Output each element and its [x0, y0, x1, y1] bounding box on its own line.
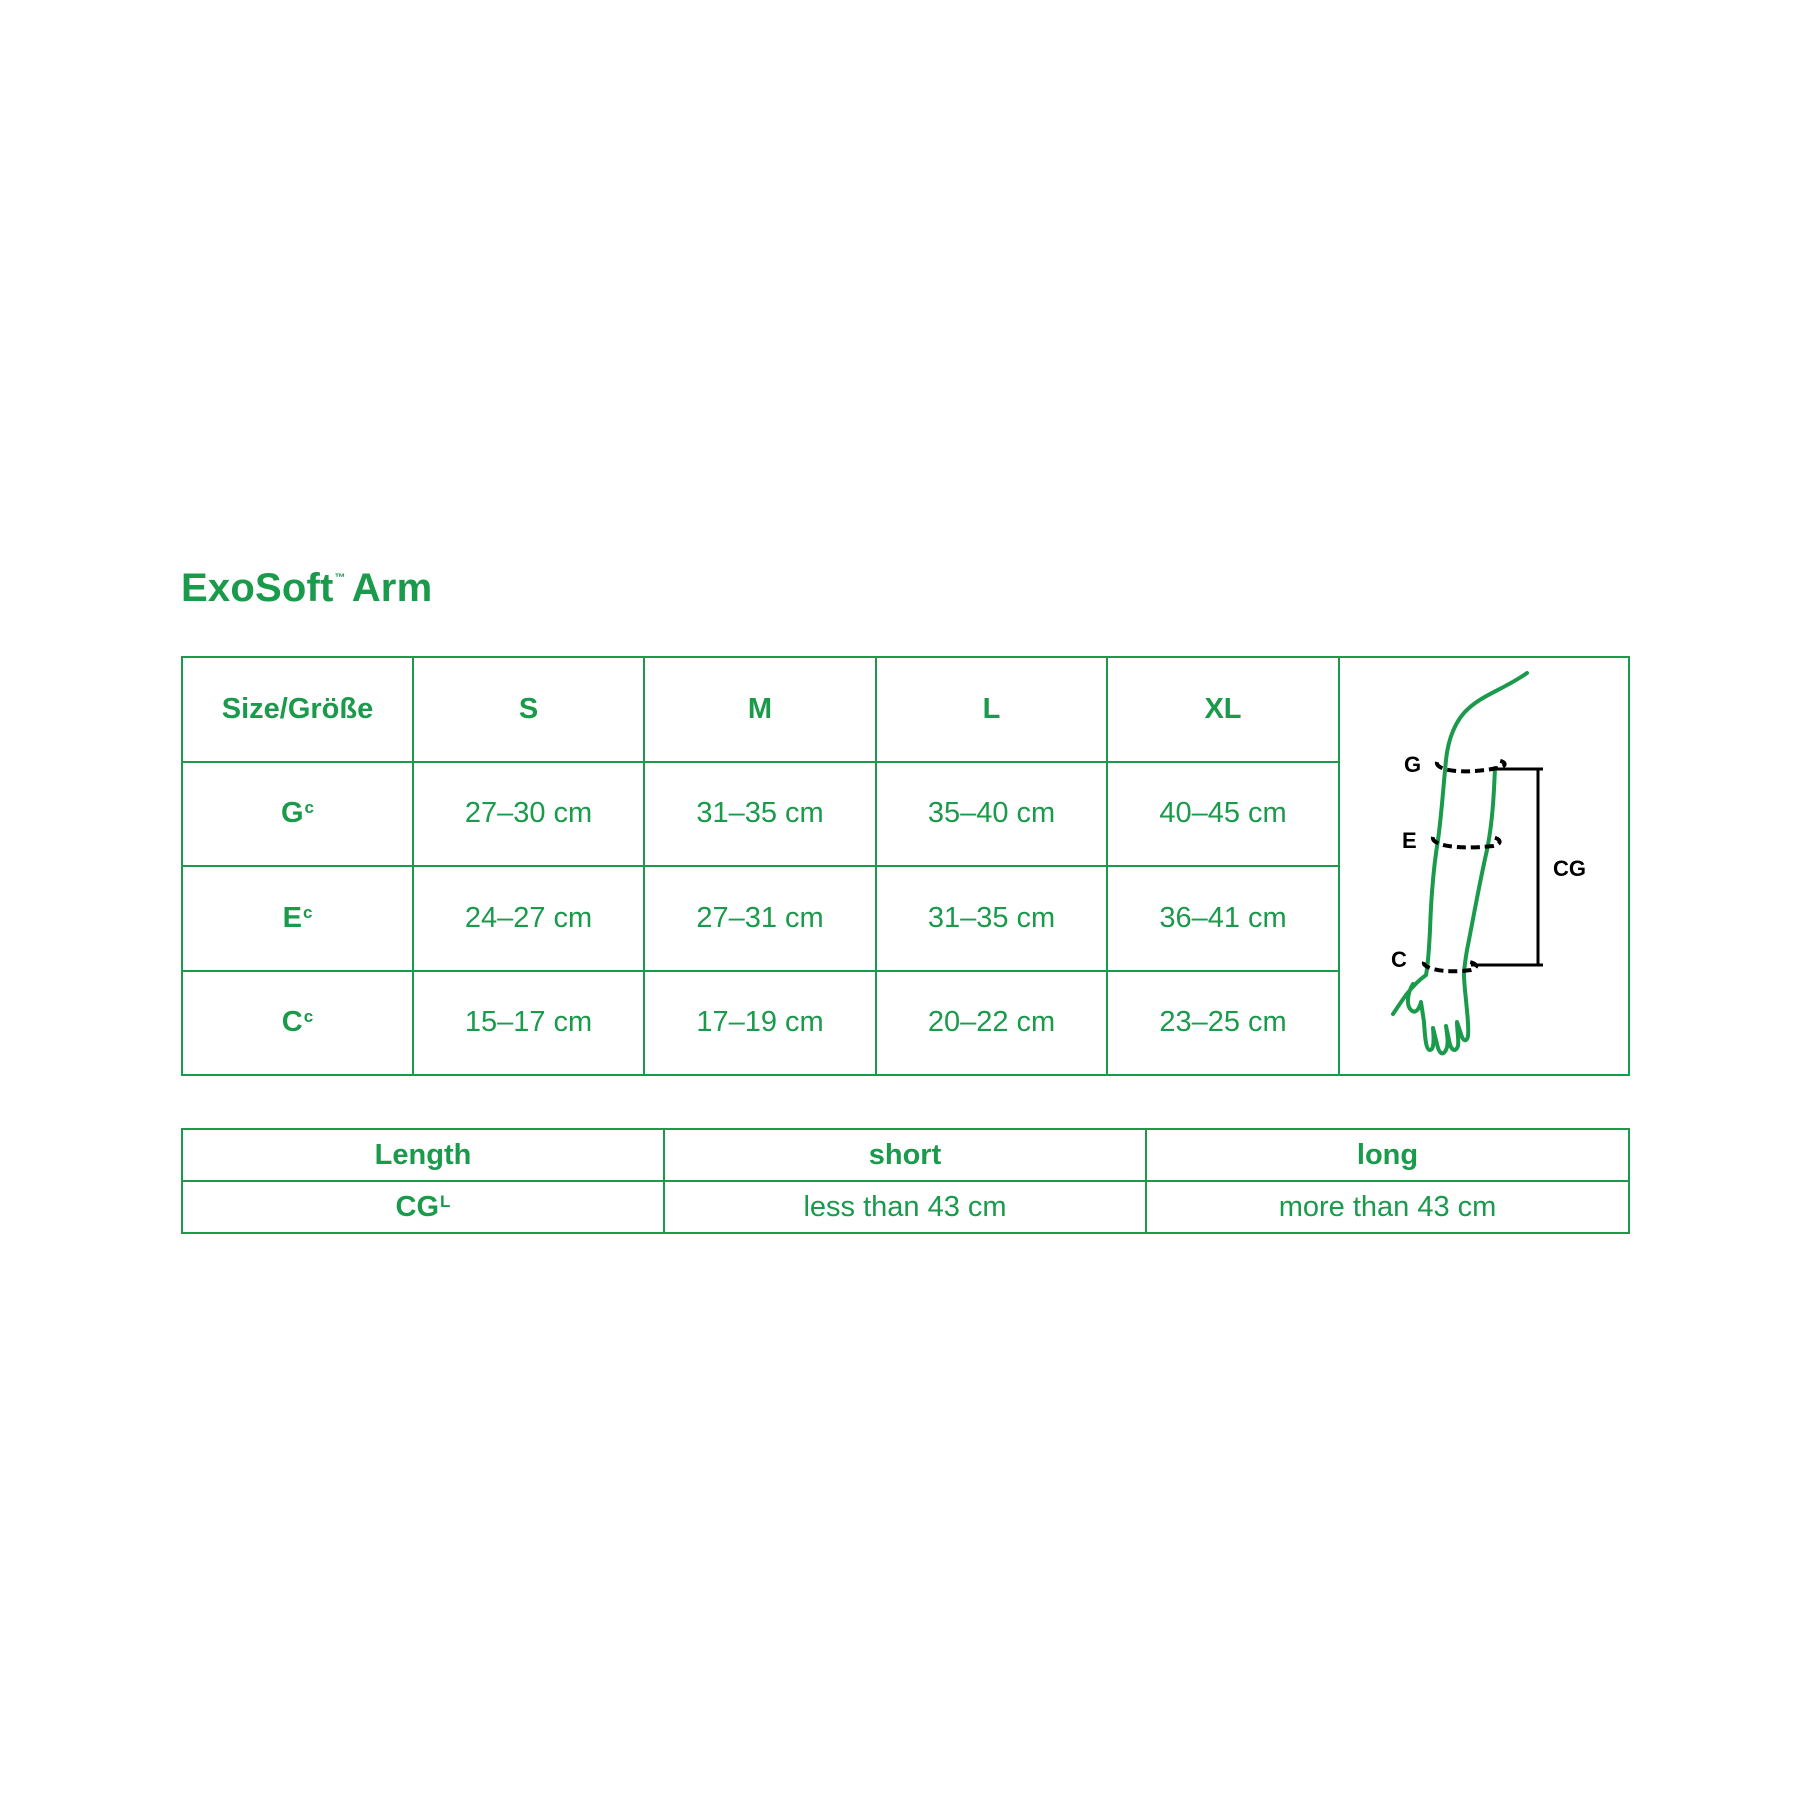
length-row-cg [182, 1181, 1629, 1233]
hand-contour [1393, 975, 1468, 1053]
c-label: C [1391, 947, 1407, 972]
size-header-xl: XL [1107, 657, 1339, 762]
size-header-row [182, 657, 1629, 762]
size-table [181, 656, 1630, 1076]
cell-c-s: 15–17 cm [413, 971, 644, 1076]
cell-g-xl: 40–45 cm [1107, 762, 1339, 867]
g-label: G [1404, 752, 1422, 777]
cell-c-xl: 23–25 cm [1107, 971, 1339, 1076]
cell-c-m: 17–19 cm [644, 971, 876, 1076]
cell-g-m: 31–35 cm [644, 762, 876, 867]
cell-g-l: 35–40 cm [876, 762, 1107, 867]
row-label-c: $C^c$ [182, 971, 413, 1076]
arm-diagram-cell [1339, 657, 1629, 1075]
row-label-g: $G^c$ [182, 762, 413, 867]
arm-outer-contour [1426, 673, 1527, 975]
cell-e-m: 27–31 cm [644, 866, 876, 971]
size-header-l: L [876, 657, 1107, 762]
cell-cg-short: less than 43 cm [664, 1181, 1146, 1233]
cell-cg-long: more than 43 cm [1146, 1181, 1629, 1233]
cg-label: CG [1553, 856, 1586, 881]
row-label-e: $E^c$ [182, 866, 413, 971]
arm-measurement-diagram [1340, 658, 1628, 1074]
arm-inner-contour [1464, 768, 1495, 975]
e-label: E [1402, 828, 1417, 853]
cell-e-xl: 36–41 cm [1107, 866, 1339, 971]
length-header-label: Length [182, 1129, 664, 1181]
cell-e-s: 24–27 cm [413, 866, 644, 971]
trademark-symbol: ™ [334, 572, 346, 584]
length-table [181, 1128, 1630, 1234]
row-label-cg: $CG^L$ [182, 1181, 664, 1233]
size-header-m: M [644, 657, 876, 762]
page-title [181, 566, 432, 611]
length-header-long: long [1146, 1129, 1629, 1181]
size-header-label: Size/Größe [182, 657, 413, 762]
size-header-s: S [413, 657, 644, 762]
product-variant: Arm [351, 566, 433, 610]
c-loop [1424, 962, 1476, 971]
cell-g-s: 27–30 cm [413, 762, 644, 867]
product-name: ExoSoft [181, 566, 334, 610]
cell-c-l: 20–22 cm [876, 971, 1107, 1076]
cell-e-l: 31–35 cm [876, 866, 1107, 971]
length-header-row [182, 1129, 1629, 1181]
length-header-short: short [664, 1129, 1146, 1181]
